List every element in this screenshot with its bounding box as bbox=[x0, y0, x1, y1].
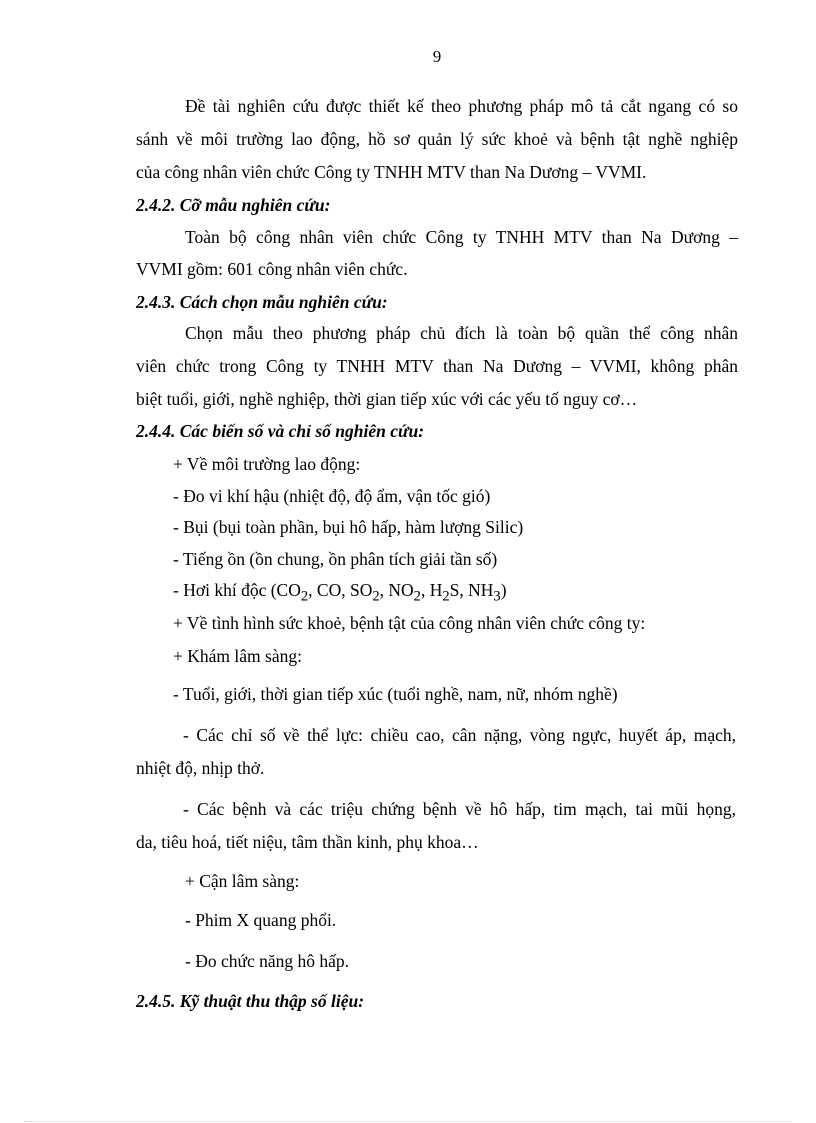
heading-sample-size: 2.4.2. Cỡ mẫu nghiên cứu: bbox=[136, 195, 331, 215]
item-age-gender: - Tuổi, giới, thời gian tiếp xúc (tuổi nghề, nam, nữ, nhóm nghề) bbox=[173, 684, 618, 704]
item-microclimate: - Đo vi khí hậu (nhiệt độ, độ ẩm, vận tốc gió) bbox=[173, 486, 491, 506]
env-title: + Về môi trường lao động: bbox=[173, 454, 361, 474]
item-physical-line-1: - Các chỉ số về thể lực: chiều cao, cân nặng, vòng ngực, huyết áp, mạch, bbox=[183, 725, 736, 745]
paraclinical-title: + Cận lâm sàng: bbox=[185, 871, 300, 891]
paragraph-sampling-line-3: biệt tuổi, giới, nghề nghiệp, thời gian tiếp xúc với các yếu tố nguy cơ… bbox=[136, 389, 638, 409]
item-dust: - Bụi (bụi toàn phần, bụi hô hấp, hàm lượng Silic) bbox=[173, 517, 524, 537]
paragraph-design-line-2: sánh về môi trường lao động, hồ sơ quản lý sức khoẻ và bệnh tật nghề nghiệp bbox=[136, 129, 738, 149]
paragraph-sample-size-line-2: VVMI gồm: 601 công nhân viên chức. bbox=[136, 259, 408, 279]
item-xray: - Phim X quang phổi. bbox=[185, 910, 337, 930]
heading-data-collection: 2.4.5. Kỹ thuật thu thập số liệu: bbox=[136, 991, 365, 1011]
paragraph-sampling-line-2: viên chức trong Công ty TNHH MTV than Na Dương – VVMI, không phân bbox=[136, 356, 738, 376]
paragraph-sample-size-line-1: Toàn bộ công nhân viên chức Công ty TNHH MTV than Na Dương – bbox=[185, 227, 738, 247]
item-toxic-gases: - Hơi khí độc ($CO_2$, CO, $SO_2$, $NO_2$, $H_2S$, $NH_3$) bbox=[173, 580, 507, 605]
item-disease-line-1: - Các bệnh và các triệu chứng bệnh về hô hấp, tim mạch, tai mũi họng, bbox=[183, 799, 736, 819]
paragraph-design-line-3: của công nhân viên chức Công ty TNHH MTV than Na Dương – VVMI. bbox=[136, 162, 647, 182]
heading-sampling-method: 2.4.3. Cách chọn mẫu nghiên cứu: bbox=[136, 292, 388, 312]
heading-variables: 2.4.4. Các biến số và chỉ số nghiên cứu: bbox=[136, 421, 425, 441]
health-title: + Về tình hình sức khoẻ, bệnh tật của công nhân viên chức công ty: bbox=[173, 613, 646, 633]
paragraph-sampling-line-1: Chọn mẫu theo phương pháp chủ đích là toàn bộ quần thể công nhân bbox=[185, 323, 738, 343]
item-noise: - Tiếng ồn (ồn chung, ồn phân tích giải tần số) bbox=[173, 549, 498, 569]
item-respiratory-function: - Đo chức năng hô hấp. bbox=[185, 951, 350, 971]
page-number: 9 bbox=[432, 47, 442, 66]
page-bottom-divider bbox=[24, 1121, 792, 1122]
clinical-title: + Khám lâm sàng: bbox=[173, 646, 302, 666]
item-disease-line-2: da, tiêu hoá, tiết niệu, tâm thần kinh, phụ khoa… bbox=[136, 832, 479, 852]
item-physical-line-2: nhiệt độ, nhịp thở. bbox=[136, 758, 265, 778]
paragraph-design-line-1: Đề tài nghiên cứu được thiết kế theo phương pháp mô tả cắt ngang có so bbox=[185, 96, 738, 116]
